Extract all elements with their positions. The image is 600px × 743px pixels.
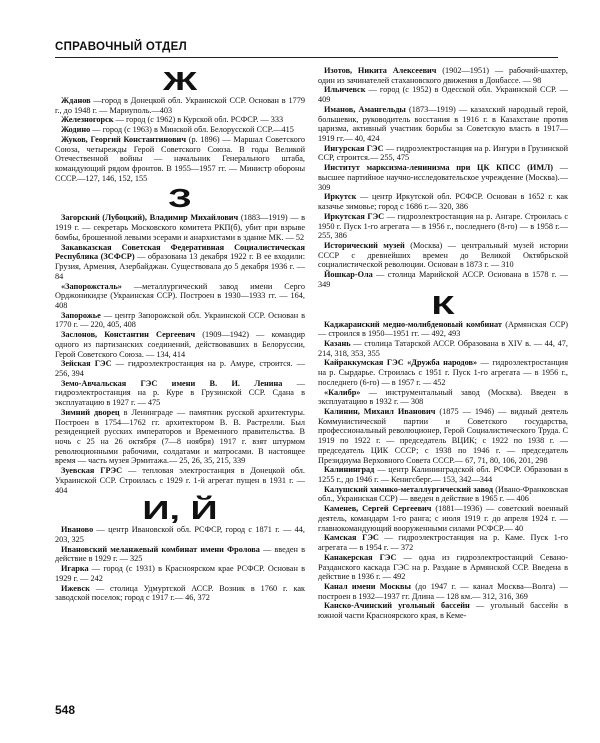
dictionary-entry (55, 379, 305, 408)
entry-headword: Ивановский меланжевый комбинат имени Фролова (61, 544, 260, 554)
entry-text: — столица Татарской АССР. Образована в XIV в. — 44, 47, 214, 318, 353, 355 (318, 338, 568, 358)
entry-text: (1873—1919) — казахский народный герой, большевик, руководитель восстания в 1916 г. в Казахстане против царизма, активный участник борьбы за Советскую власть в 1917—1919 гг.— 40, 424 (318, 104, 568, 144)
entry-text: (Москва) — центральный музей истории СССР с древнейших времен до Великой Октябрьской социалистической революции. Основан в 1873 г. — 310 (318, 240, 568, 270)
entry-text: — инструментальный завод (Москва). Введен в эксплуатацию в 1932 г. — 308 (318, 387, 568, 407)
entry-headword: Иркутск (324, 192, 357, 202)
section-letter: Ж (162, 66, 198, 96)
entry-headword: Казань (324, 338, 351, 348)
dictionary-entry (55, 243, 305, 282)
entry-text: — введен в действие в 1929 г. — 325 (55, 544, 306, 564)
dictionary-entry (318, 212, 568, 241)
dictionary-entry (55, 545, 305, 564)
dictionary-entry (318, 504, 568, 533)
header-rule (55, 57, 558, 58)
entry-headword: Иманов, Амангельды (324, 104, 406, 114)
entry-text: — высшее партийное научно-исследовательское учреждение (Москва).— 309 (318, 163, 569, 192)
dictionary-entry (318, 85, 568, 104)
entry-text: — центр Иркутской обл. РСФСР. Основан в 1652 г. как казачье зимовье; город с 1686 г.— 320, 386 (318, 192, 568, 212)
entry-headword: Загорский (Лубоцкий), Владимир Михайлович (61, 213, 239, 223)
dictionary-entry (318, 533, 568, 552)
entry-headword: Жуков, Георгий Константинович (61, 134, 186, 144)
entry-text: (1902—1951) — рабочий-шахтер, один из зачинателей стахановского движения в Донбассе. — 98 (318, 66, 568, 85)
entry-headword: Ильичевск (324, 85, 366, 95)
entry-headword: Каменев, Сергей Сергеевич (324, 504, 432, 514)
dictionary-entry (55, 584, 305, 603)
entry-text: — одна из гидроэлектростанций Севано-Разданского каскада ГЭС на р. Раздане в Армянской ССР. Введена в действие в 1936 г. — 492 (318, 552, 568, 582)
entry-headword: Кайраккумская ГЭС «Дружба народов» (324, 358, 478, 368)
entry-text: —металлургический завод имени Серго Орджоникидзе (Украинская ССР). Построен в 1930—1933 гг. — 164, 408 (55, 281, 305, 310)
section-letter: З (168, 183, 192, 214)
entry-headword: Канал имени Москвы (324, 581, 411, 591)
entry-headword: Калушский химико-металлургический завод (324, 484, 494, 494)
dictionary-entry (318, 241, 568, 270)
dictionary-entry (55, 135, 305, 184)
entry-text: — центр Ивановской обл. РСФСР, город с 1871 г. — 44, 203, 325 (55, 525, 305, 545)
dictionary-entry (318, 163, 568, 192)
dictionary-entry (55, 330, 305, 359)
dictionary-entry (318, 388, 568, 407)
entry-headword: Иркутская ГЭС (324, 211, 385, 221)
entry-headword: Зимний дворец (61, 407, 120, 417)
entry-headword: Земо-Авчальская ГЭС имени В. И. Ленина (61, 378, 283, 388)
dictionary-entry (55, 359, 305, 378)
entry-headword: Зейская ГЭС (61, 359, 112, 369)
entry-headword: Жданов (61, 96, 91, 105)
dictionary-entry (55, 564, 305, 583)
entry-text: (до 1947 г. — канал Москва—Волга) — построен в 1932—1937 гг. Длина — 128 км.— 312, 316, 369 (318, 581, 569, 601)
entry-headword: Ижевск (61, 583, 90, 593)
entry-headword: Иваново (61, 525, 94, 535)
dictionary-entry (318, 270, 568, 289)
dictionary-entry (318, 553, 568, 582)
entry-text: — гидроэлектростанция на р. Куре в Грузинской ССР. Сдана в эксплуатацию в 1927 г. — 475 (55, 378, 306, 408)
entry-headword: Камская ГЭС (324, 533, 379, 543)
entry-headword: Калинин, Михаил Иванович (324, 407, 436, 416)
dictionary-entry (318, 358, 568, 387)
dictionary-entry (318, 485, 568, 504)
section-letter: И, Й (142, 495, 218, 526)
entry-headword: Институт марксизма-ленинизма при ЦК КПСС (ИМЛ) (324, 163, 554, 173)
dictionary-entry (318, 320, 568, 339)
entry-headword: «Калибр» (324, 387, 361, 397)
dictionary-entry (318, 66, 568, 85)
entry-headword: Исторический музей (324, 240, 405, 250)
left-column (55, 66, 305, 603)
entry-text: (1883—1919) — в 1919 г. — секретарь Московского комитета РКП(б), убит при взрыве бомбы, брошенной левыми эсерами и анархистами в здание МК. — 52 (55, 213, 305, 242)
entry-text: — гидроэлектростанция на р. Сырдарье. Строилась с 1951 г. Пуск 1-го агрегата — в 1956 г., последнего (6-го) — в 1957 г. — 452 (318, 358, 568, 387)
entry-text: — тепловая электростанция в Донецкой обл. Украинской ССР. Строилась с 1929 г. 1-й агрегат пущен в 1931 г. — 404 (55, 466, 305, 495)
entry-text: (1875 — 1946) — видный деятель Коммунистической партии и Советского государства, профессиональный революционер, Герой Социалистического Труда. С 1919 по 1922 г. — председатель ВЦИК; с 1922 по 1938 г. — председатель ЦИК СССР; с 1938 по 1946 г. — председатель Президиума Верховного Совета СССР.— 67, 71, 80, 106, 201, 298 (318, 407, 568, 465)
entry-text: — город (с 1962) в Курской обл. РСФСР. — 333 (113, 115, 284, 125)
entry-headword: Ингурская ГЭС (324, 143, 384, 153)
entry-text: (Армянская ССР) — строился в 1950—1951 гг. — 492, 493 (318, 319, 568, 339)
entry-headword: Железногорск (61, 115, 114, 125)
dictionary-entry (318, 465, 568, 484)
entry-headword: Канакерская ГЭС (324, 552, 397, 562)
entry-text: — гидроэлектростанция на р. Каме. Пуск 1-го агрегата — в 1954 г. — 372 (318, 533, 568, 553)
dictionary-entry (318, 601, 568, 620)
entry-headword: Жодино (61, 125, 91, 135)
entry-text: — угольный бассейн в южной части Красноярского края, в Кеме- (318, 601, 568, 621)
entry-headword: Игарка (61, 564, 89, 574)
page-number: 548 (55, 703, 76, 717)
entry-text: — гидроэлектростанция на р. Ингури в Грузинской ССР, строится.— 255, 475 (318, 143, 568, 163)
entry-text: — гидроэлектростанция на р. Ангаре. Строилась с 1950 г. Пуск 1-го агрегата — в 1956 г., последнего (8-го) — в 1958 г.—255, 386 (318, 211, 569, 241)
dictionary-entry (55, 213, 305, 242)
dictionary-entry (55, 96, 305, 115)
entry-headword: Запорожье (61, 310, 101, 320)
entry-text: — город (с 1963) в Минской обл. Белорусской ССР.—415 (90, 125, 294, 135)
entry-text: — центр Запорожской обл. Украинской ССР. Основан в 1770 г. — 220, 405, 408 (55, 310, 305, 330)
entry-text: — столица Марийской АССР. Основана в 1578 г. — 349 (318, 270, 568, 289)
dictionary-entry (318, 144, 568, 163)
entry-text: (1881—1936) — советский военный деятель, командарм 1-го ранга; с июля 1919 г. до апреля 1924 г. — главнокомандующий вооруженными силами РСФСР.— 40 (318, 504, 568, 533)
entry-text: (Ивано-Франковская обл., Украинская ССР) — введен в действие в 1965 г. — 406 (318, 484, 568, 504)
entry-headword: Заслонов, Константин Сергеевич (61, 330, 196, 340)
entry-headword: Зуевская ГРЭС (61, 466, 123, 476)
entry-text: — город (с 1952) в Одесской обл. Украинской ССР. — 409 (318, 85, 568, 105)
dictionary-entry (318, 339, 568, 358)
entry-text: —город в Донецкой обл. Украинской ССР. Основан в 1779 г., до 1948 г. — Мариуполь.—403 (55, 96, 305, 115)
entry-headword: «Запорожсталь» (61, 281, 122, 291)
dictionary-entry (55, 408, 305, 466)
entry-text: — образована 13 декабря 1922 г. В ее входили: Грузия, Армения, Азербайджан. Существовала до 5 декабря 1936 г. — 84 (55, 252, 305, 281)
dictionary-entry (318, 105, 568, 144)
right-column (318, 66, 568, 621)
section-header: СПРАВОЧНЫЙ ОТДЕЛ (55, 41, 188, 53)
entry-headword: Калининград (324, 465, 375, 475)
entry-headword: Изотов, Никита Алексеевич (324, 66, 437, 75)
entry-headword: Каджаранский медно-молибденовый комбинат (324, 319, 502, 329)
dictionary-entry (318, 407, 568, 465)
section-letter: К (431, 289, 455, 320)
entry-text: — гидроэлектростанция на р. Амуре, строится. — 256, 394 (55, 359, 305, 378)
dictionary-entry (318, 192, 568, 211)
dictionary-entry (55, 115, 305, 125)
entry-text: (р. 1896) — Маршал Советского Союза, четырежды Герой Советского Союза. В годы Великой Отечественной войны — начальник Генерального штаба, командующий рядом фронтов. В 1955—1957 гг. — Министр обороны СССР.—127, 146, 152, 155 (55, 134, 305, 183)
entry-text: — город (с 1931) в Красноярском крае РСФСР. Основан в 1929 г. — 242 (55, 564, 305, 583)
entry-headword: Канско-Ачинский угольный бассейн (324, 601, 470, 611)
entry-text: (1909—1942) — командир одного из партизанских соединений, действовавших в Белоруссии, Герой Советского Союза. — 134, 414 (55, 330, 305, 359)
entry-text: — столица Удмуртской АССР. Возник в 1760 г. как заводской поселок; город с 1917 г.— 46, 372 (55, 583, 305, 603)
entry-headword: Йошкар-Ола (324, 270, 373, 280)
entry-text: в Ленинграде — памятник русской архитектуры. Построен в 1754—1762 гг. архитектором В. В. Растрелли. Был резиденцией русских императоров и Временного правительства. В ночь с 25 на 26 октября (7—8 ноября) 1917 г. взят штурмом революционными рабочими, солдатами и матросами. В настоящее время — часть музея Эрмитажа.— 25, 26, 35, 215, 339 (55, 407, 305, 466)
entry-headword: Закавказская Советская Федеративная Социалистическая Республика (ЗСФСР) (55, 242, 305, 262)
dictionary-entry (55, 125, 305, 135)
dictionary-entry (318, 582, 568, 601)
dictionary-entry (55, 466, 305, 495)
entry-text: — центр Калининградской обл. РСФСР. Образован в 1255 г., до 1946 г. — Кенигсберг.— 153, 342—344 (318, 465, 568, 485)
dictionary-entry (55, 525, 305, 544)
